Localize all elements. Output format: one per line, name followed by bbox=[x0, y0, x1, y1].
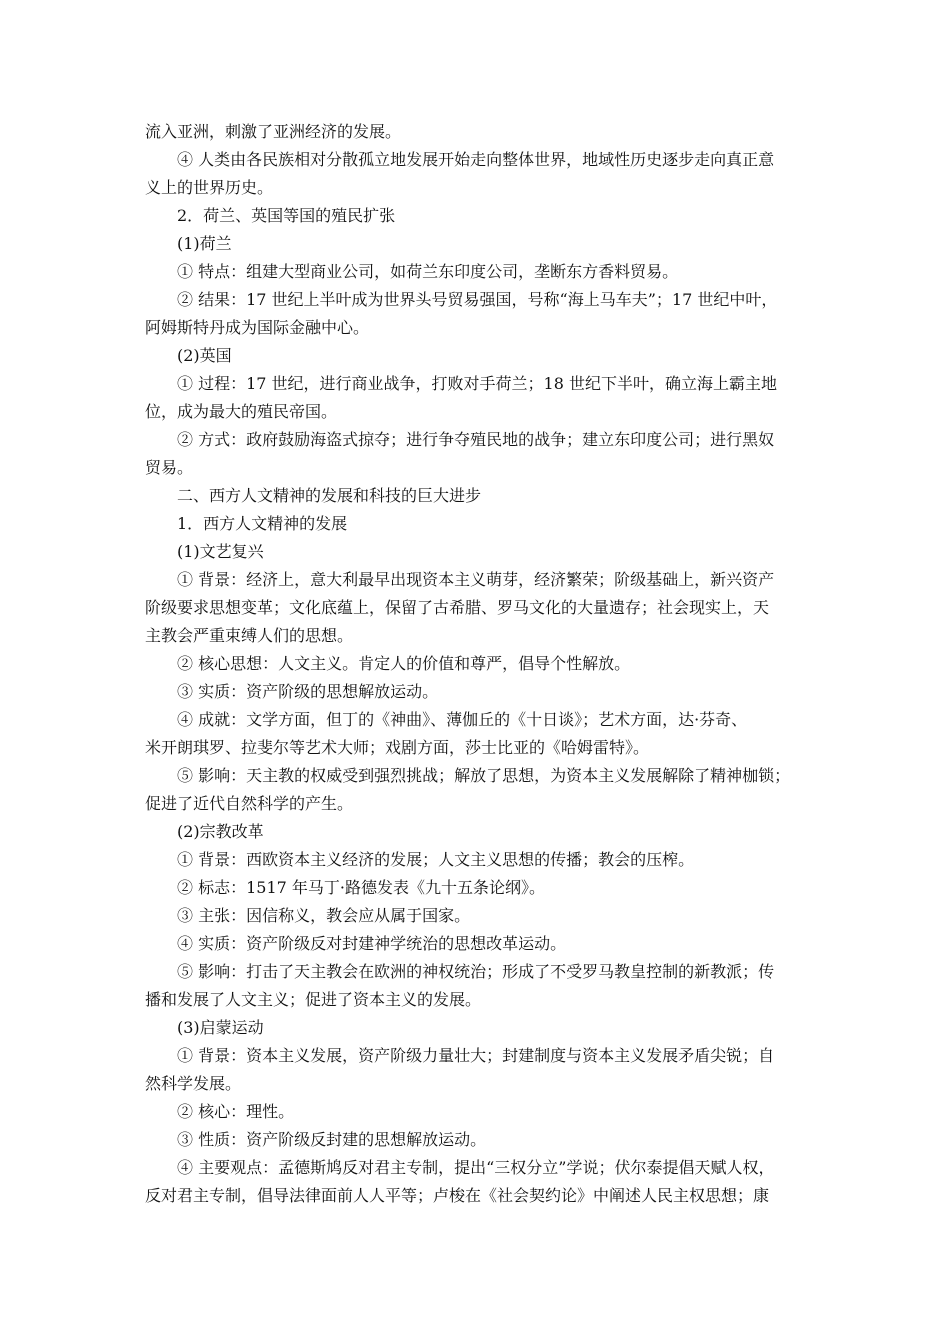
text-line: ① 特点：组建大型商业公司，如荷兰东印度公司，垄断东方香料贸易。 bbox=[177, 262, 679, 281]
text-line: ④ 实质：资产阶级反对封建神学统治的思想改革运动。 bbox=[177, 934, 567, 953]
text-line: 阶级要求思想变革；文化底蕴上，保留了古希腊、罗马文化的大量遗存；社会现实上，天 bbox=[145, 598, 770, 617]
text-line: ① 背景：西欧资本主义经济的发展；人文主义思想的传播；教会的压榨。 bbox=[177, 850, 695, 869]
text-line: 促进了近代自然科学的产生。 bbox=[145, 794, 354, 813]
text-line: ③ 主张：因信称义，教会应从属于国家。 bbox=[177, 906, 471, 925]
chapter-heading: 二、西方人文精神的发展和科技的巨大进步 bbox=[177, 486, 482, 505]
subsection-heading: (1)文艺复兴 bbox=[177, 542, 264, 561]
subsection-heading: (2)宗教改革 bbox=[177, 822, 264, 841]
text-line: 然科学发展。 bbox=[145, 1074, 242, 1093]
text-line: ④ 成就：文学方面，但丁的《神曲》、薄伽丘的《十日谈》；艺术方面，达·芬奇、 bbox=[177, 710, 748, 729]
text-line: ② 标志：1517 年马丁·路德发表《九十五条论纲》。 bbox=[177, 878, 545, 897]
section-heading: 1．西方人文精神的发展 bbox=[177, 514, 348, 533]
subsection-heading: (1)荷兰 bbox=[177, 234, 232, 253]
text-line: ③ 性质：资产阶级反封建的思想解放运动。 bbox=[177, 1130, 487, 1149]
text-line: ② 结果：17 世纪上半叶成为世界头号贸易强国，号称“海上马车夫”；17 世纪中叶， bbox=[177, 290, 778, 309]
text-line: 位，成为最大的殖民帝国。 bbox=[145, 402, 338, 421]
text-line: 反对君主专制，倡导法律面前人人平等；卢梭在《社会契约论》中阐述人民主权思想；康 bbox=[145, 1186, 770, 1205]
text-line: ③ 实质：资产阶级的思想解放运动。 bbox=[177, 682, 439, 701]
subsection-heading: (2)英国 bbox=[177, 346, 232, 365]
text-line: 米开朗琪罗、拉斐尔等艺术大师；戏剧方面，莎士比亚的《哈姆雷特》。 bbox=[145, 738, 650, 757]
text-line: 主教会严重束缚人们的思想。 bbox=[145, 626, 354, 645]
text-line: 贸易。 bbox=[145, 458, 194, 477]
text-line: ① 过程：17 世纪，进行商业战争，打败对手荷兰；18 世纪下半叶，确立海上霸主地 bbox=[177, 374, 777, 393]
text-line: ② 方式：政府鼓励海盗式掠夺；进行争夺殖民地的战争；建立东印度公司；进行黑奴 bbox=[177, 430, 775, 449]
text-line: ① 背景：资本主义发展，资产阶级力量壮大；封建制度与资本主义发展矛盾尖锐；自 bbox=[177, 1046, 775, 1065]
text-line: ① 背景：经济上，意大利最早出现资本主义萌芽，经济繁荣；阶级基础上，新兴资产 bbox=[177, 570, 775, 589]
subsection-heading: (3)启蒙运动 bbox=[177, 1018, 264, 1037]
text-line: ② 核心思想：人文主义。肯定人的价值和尊严，倡导个性解放。 bbox=[177, 654, 631, 673]
text-line: ④ 人类由各民族相对分散孤立地发展开始走向整体世界，地域性历史逐步走向真正意 bbox=[177, 150, 775, 169]
text-line: 阿姆斯特丹成为国际金融中心。 bbox=[145, 318, 370, 337]
document-page bbox=[145, 118, 815, 1210]
text-line: ⑤ 影响：天主教的权威受到强烈挑战；解放了思想，为资本主义发展解除了精神枷锁； bbox=[177, 766, 791, 785]
text-line: 播和发展了人文主义；促进了资本主义的发展。 bbox=[145, 990, 482, 1009]
text-line: 义上的世界历史。 bbox=[145, 178, 274, 197]
text-line: ④ 主要观点：孟德斯鸠反对君主专制，提出“三权分立”学说；伏尔泰提倡天赋人权， bbox=[177, 1158, 775, 1177]
text-line: 流入亚洲，刺激了亚洲经济的发展。 bbox=[145, 122, 402, 141]
section-heading: 2．荷兰、英国等国的殖民扩张 bbox=[177, 206, 396, 225]
text-line: ② 核心：理性。 bbox=[177, 1102, 295, 1121]
text-line: ⑤ 影响：打击了天主教会在欧洲的神权统治；形成了不受罗马教皇控制的新教派；传 bbox=[177, 962, 775, 981]
